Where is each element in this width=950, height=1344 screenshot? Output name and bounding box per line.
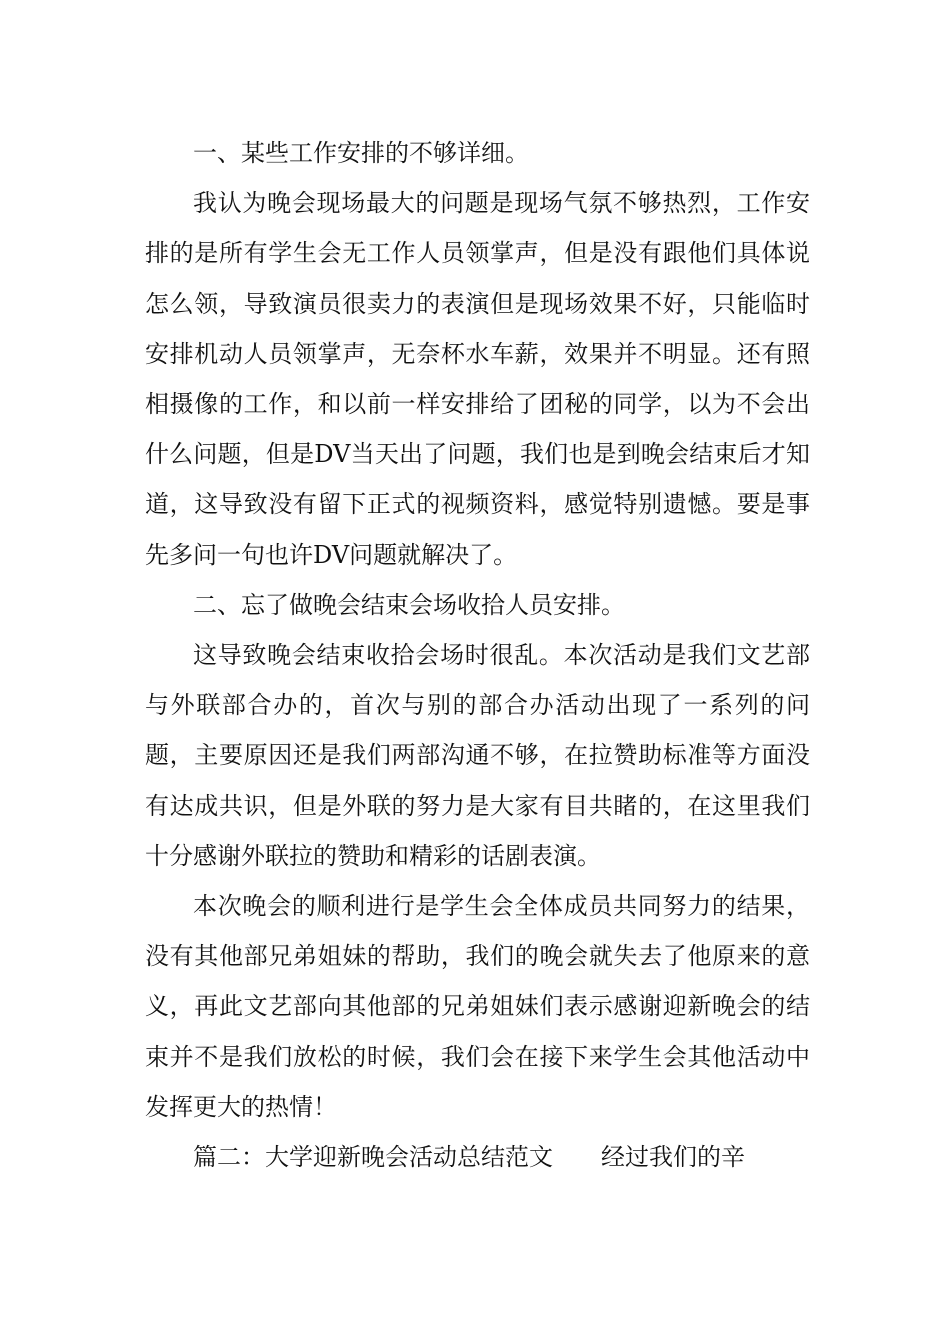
paragraph-thanks: 本次晚会的顺利进行是学生会全体成员共同努力的结果，没有其他部兄弟姐妹的帮助，我们的晚会就失去了他原来的意义，再此文艺部向其他部的兄弟姐妹们表示感谢迎新晚会的结束并不是我们放松的时候，我们会在接下来学生会其他活动中发挥更大的热情！ — [145, 892, 810, 1121]
document-body — [145, 128, 810, 1182]
heading-section-two: 二、忘了做晚会结束会场收拾人员安排。 — [193, 590, 625, 619]
paragraph-part-two-start: 篇二：大学迎新晚会活动总结范文 经过我们的辛 — [193, 1143, 745, 1172]
paragraph-section-two: 这导致晚会结束收拾会场时很乱。本次活动是我们文艺部与外联部合办的，首次与别的部合办活动出现了一系列的问题，主要原因还是我们两部沟通不够，在拉赞助标准等方面没有达成共识，但是外联的努力是大家有目共睹的，在这里我们十分感谢外联拉的赞助和精彩的话剧表演。 — [145, 641, 810, 870]
paragraph-section-one: 我认为晚会现场最大的问题是现场气氛不够热烈，工作安排的是所有学生会无工作人员领掌声，但是没有跟他们具体说怎么领，导致演员很卖力的表演但是现场效果不好，只能临时安排机动人员领掌声，无奈杯水车薪，效果并不明显。还有照相摄像的工作，和以前一样安排给了团秘的同学，以为不会出什么问题，但是DV当天出了问题，我们也是到晚会结束后才知道，这导致没有留下正式的视频资料，感觉特别遗憾。要是事先多问一句也许DV问题就解决了。 — [145, 189, 810, 569]
heading-section-one: 一、某些工作安排的不够详细。 — [193, 139, 529, 167]
